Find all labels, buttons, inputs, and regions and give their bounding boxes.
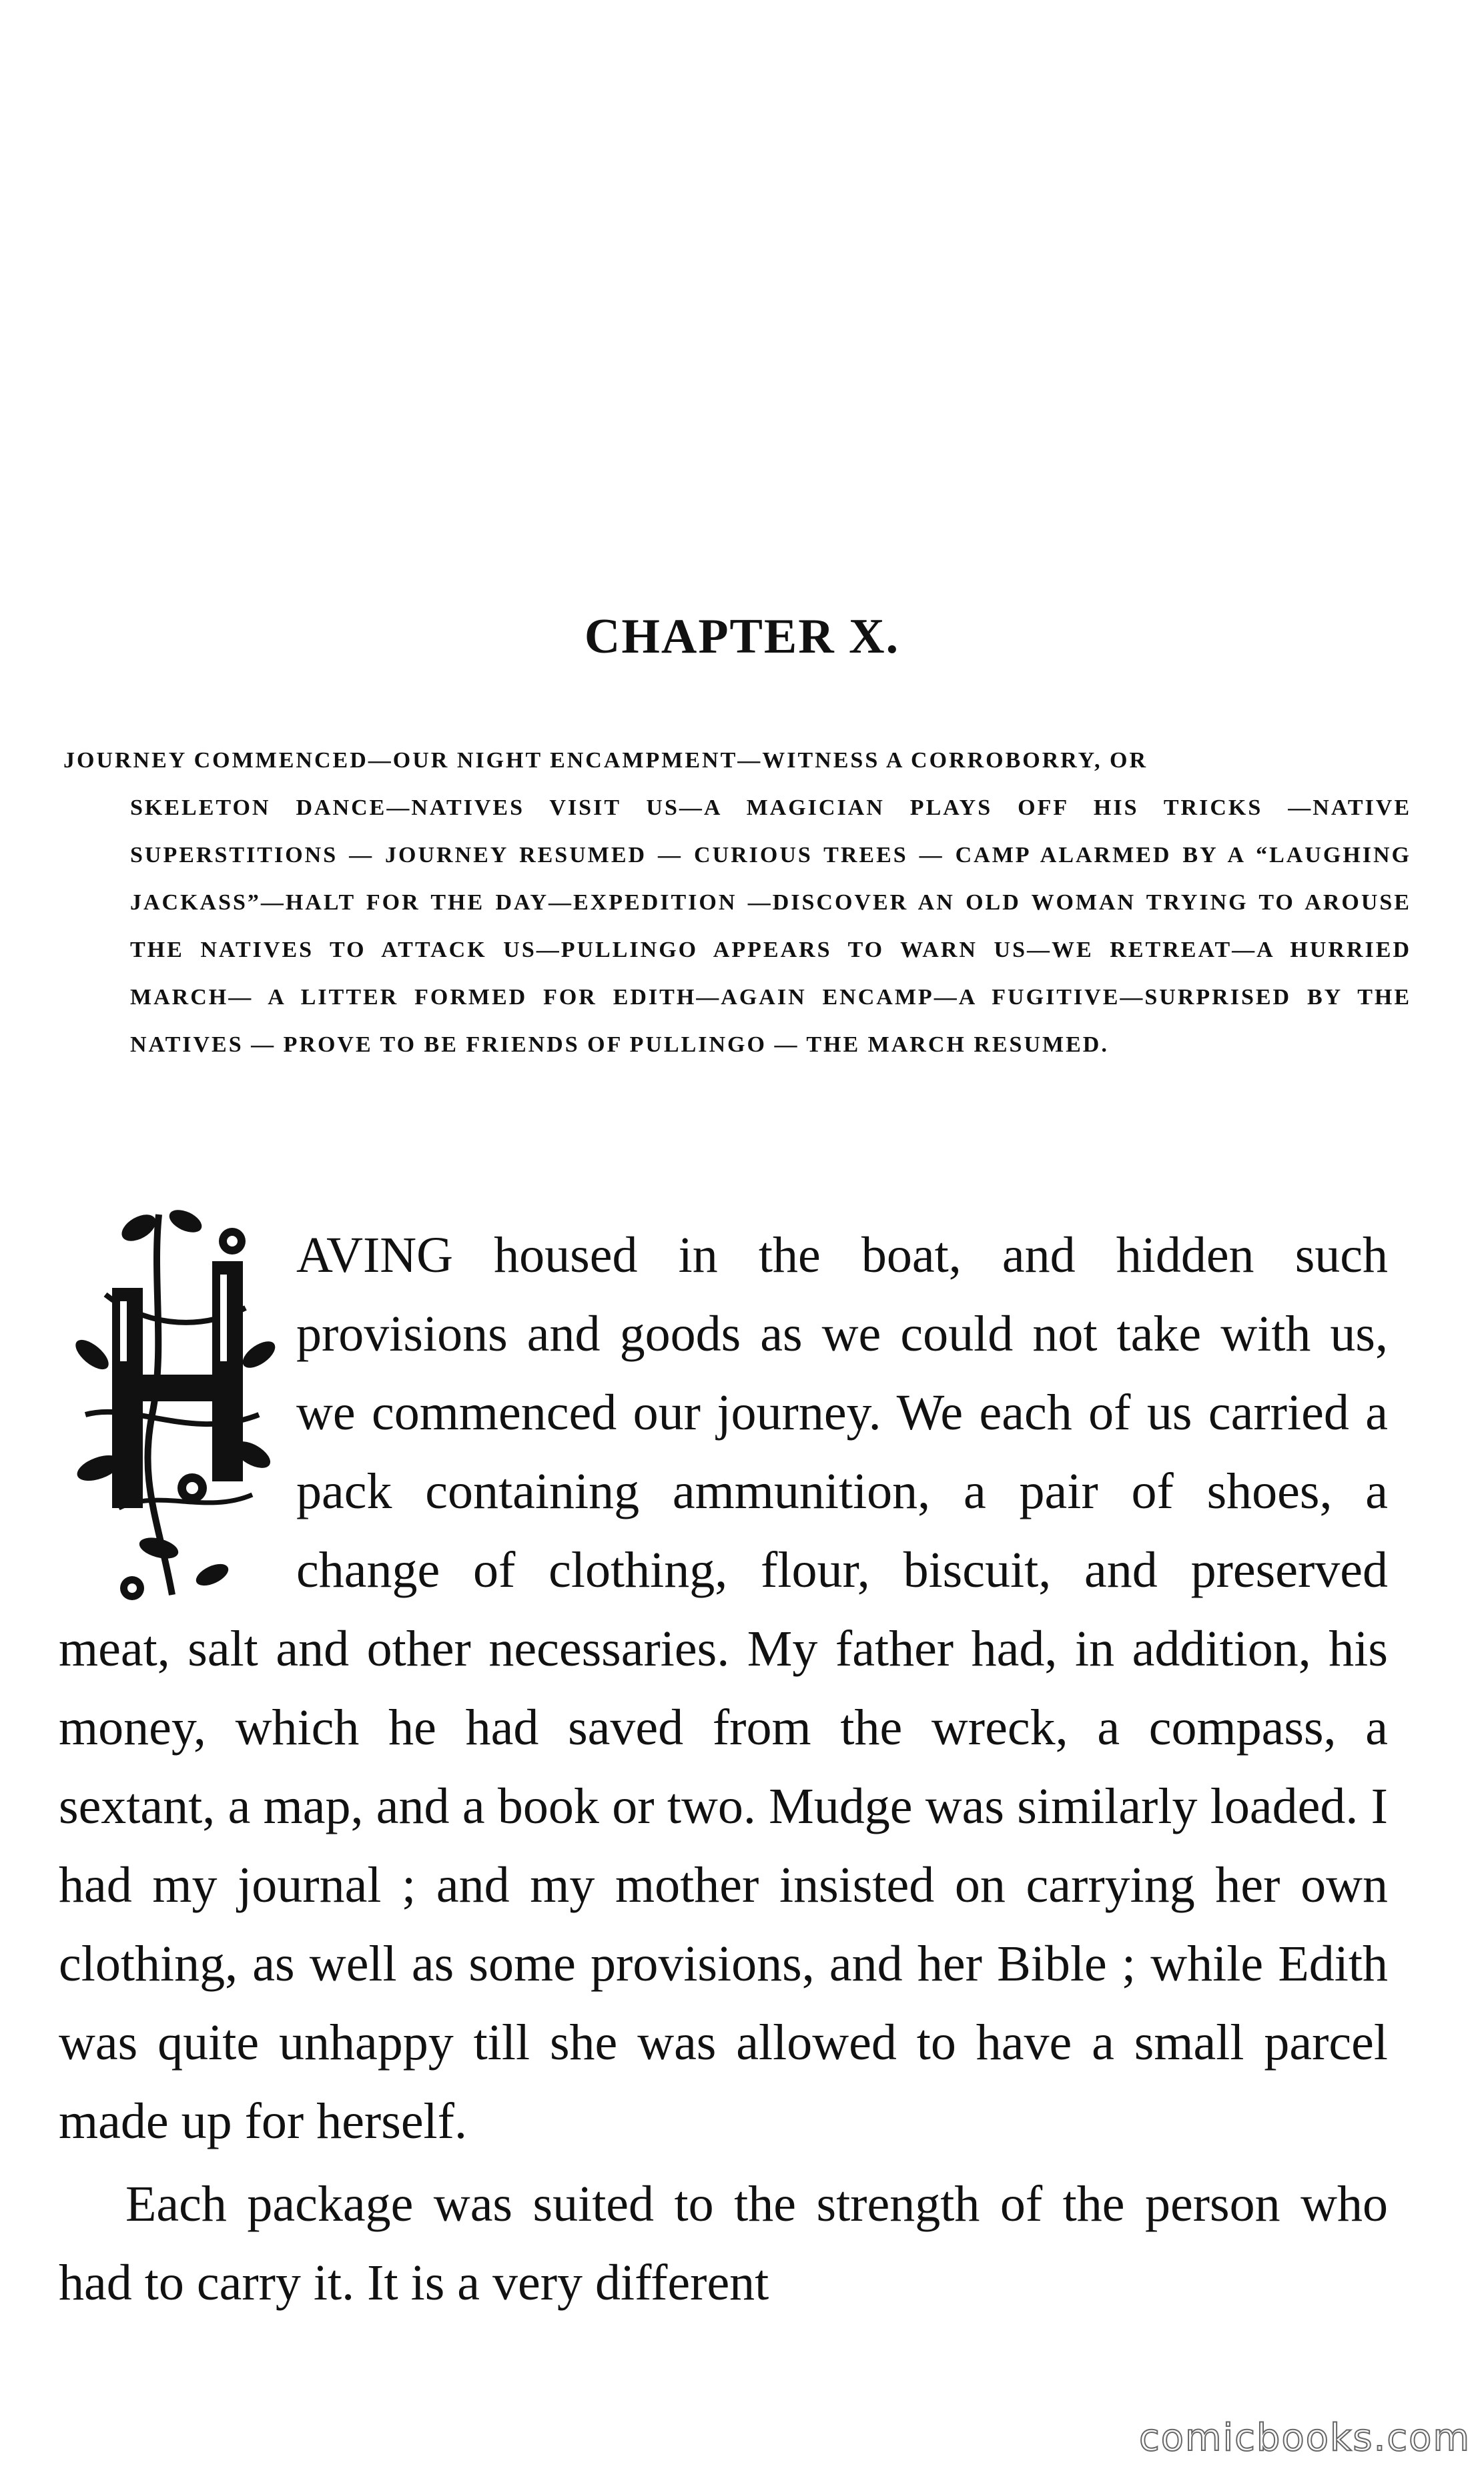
chapter-synopsis [63,737,1411,1068]
floral-h-initial-icon [59,1201,286,1608]
chapter-body [59,1216,1388,2322]
paragraph-1-text: AVING housed in the boat, and hidden such provisions and goods as we could not take with us, we commenced our journey. We each of us carried a pack containing ammunition, a pair of shoes, a change of clothing, flour, biscuit, and preserved meat, salt and other necessaries. My father had, in addition, his money, which he had saved from the wreck, a compass, a sextant, a map, and a book or two. Mudge was similarly loaded. I had my journal ; and my mother insisted on carrying her own clothing, as well as some provisions, and her Bible ; while Edith was quite unhappy till she was allowed to have a small parcel made up for herself. [59,1227,1388,2149]
ornamental-dropcap [59,1201,286,1608]
synopsis-continuation: SKELETON DANCE—NATIVES VISIT US—A MAGICIAN PLAYS OFF HIS TRICKS —NATIVE SUPERSTITIONS — JOURNEY RESUMED — CURIOUS TREES — CAMP ALARMED BY A “LAUGHING JACKASS”—HALT FOR THE DAY—EXPEDITION —DISCOVER AN OLD WOMAN TRYING TO AROUSE THE NATIVES TO ATTACK US—PULLINGO APPEARS TO WARN US—WE RETREAT—A HURRIED MARCH— A LITTER FORMED FOR EDITH—AGAIN ENCAMP—A FUGITIVE—SURPRISED BY THE NATIVES — PROVE TO BE FRIENDS OF PULLINGO — THE MARCH RESUMED. [130,795,1411,1057]
paragraph-first [59,1216,1388,2161]
chapter-title: CHAPTER X. [584,609,900,664]
watermark: comicbooks.com [1138,2416,1471,2460]
paragraph-second: Each package was suited to the strength of the person who had to carry it. It is a very different [59,2176,1388,2311]
synopsis-first-line: JOURNEY COMMENCED—OUR NIGHT ENCAMPMENT—WITNESS A CORROBORRY, OR [63,748,1148,773]
